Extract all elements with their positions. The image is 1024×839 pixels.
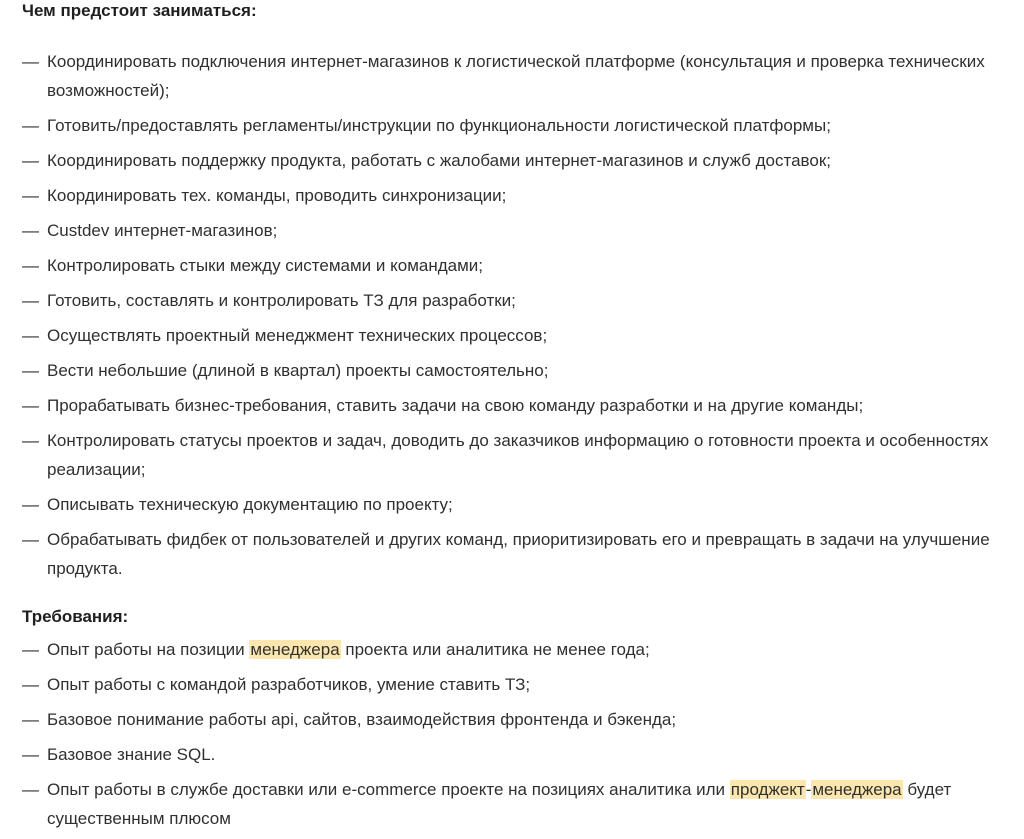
list-item-text: Custdev интернет-магазинов;	[47, 221, 278, 240]
list-item	[22, 705, 1022, 734]
list-dash: —	[22, 710, 39, 729]
list-item	[22, 670, 1022, 699]
list-item-text: Готовить/предоставлять регламенты/инструкции по функциональности логистической платформы;	[47, 116, 831, 135]
list-item-text: Базовое понимание работы api, сайтов, взаимодействия фронтенда и бэкенда;	[47, 710, 677, 729]
duties-list	[22, 47, 1022, 583]
search-highlight: менеджера	[812, 780, 902, 799]
list-item-text: Прорабатывать бизнес-требования, ставить задачи на свою команду разработки и на другие команды;	[47, 396, 864, 415]
list-item	[22, 321, 1022, 350]
list-dash: —	[22, 151, 39, 170]
list-dash: —	[22, 116, 39, 135]
list-item-text: Опыт работы на позиции	[47, 640, 250, 659]
list-item	[22, 111, 1022, 140]
list-item-text: проекта или аналитика не менее года;	[340, 640, 650, 659]
list-item-text: будет существенным плюсом	[47, 780, 952, 828]
requirements-heading: Требования:	[22, 607, 129, 626]
list-dash: —	[22, 530, 39, 549]
list-dash: —	[22, 431, 39, 450]
list-item-text: Координировать подключения интернет-магазинов к логистической платформе (консультация и проверка технических возможностей);	[47, 52, 985, 100]
search-highlight: проджект	[730, 780, 805, 799]
list-item-text: Обрабатывать фидбек от пользователей и других команд, приоритизировать его и превращать в задачи на улучшение продукта.	[47, 530, 990, 578]
list-item	[22, 775, 1022, 833]
list-item-text: Осуществлять проектный менеджмент технических процессов;	[47, 326, 548, 345]
list-item	[22, 391, 1022, 420]
duties-heading: Чем предстоит заниматься:	[22, 1, 257, 20]
list-dash: —	[22, 640, 39, 659]
list-item	[22, 740, 1022, 769]
list-dash: —	[22, 52, 39, 71]
list-item	[22, 356, 1022, 385]
list-dash: —	[22, 361, 39, 380]
list-dash: —	[22, 396, 39, 415]
list-dash: —	[22, 326, 39, 345]
list-item	[22, 181, 1022, 210]
list-dash: —	[22, 780, 39, 799]
job-description	[22, 0, 1022, 839]
hyphen-text: -	[805, 780, 812, 799]
list-dash: —	[22, 495, 39, 514]
list-item	[22, 525, 1022, 583]
list-item	[22, 426, 1022, 484]
list-item-text: Вести небольшие (длиной в квартал) проекты самостоятельно;	[47, 361, 549, 380]
list-item-text: Опыт работы в службе доставки или e-commerce проекте на позициях аналитика или	[47, 780, 730, 799]
list-item	[22, 635, 1022, 664]
list-dash: —	[22, 291, 39, 310]
list-item-text: Описывать техническую документацию по проекту;	[47, 495, 453, 514]
list-item	[22, 47, 1022, 105]
list-item-text: Контролировать стыки между системами и командами;	[47, 256, 484, 275]
list-item	[22, 216, 1022, 245]
requirements-list	[22, 635, 1022, 833]
list-item	[22, 286, 1022, 315]
list-item	[22, 490, 1022, 519]
list-dash: —	[22, 186, 39, 205]
list-item-text: Контролировать статусы проектов и задач, доводить до заказчиков информацию о готовности проекта и особенностях реализации;	[47, 431, 989, 479]
list-item-text: Координировать поддержку продукта, работать с жалобами интернет-магазинов и служб доставок;	[47, 151, 831, 170]
search-highlight: менеджера	[250, 640, 340, 659]
list-item-text: Опыт работы с командой разработчиков, умение ставить ТЗ;	[47, 675, 531, 694]
list-item-text: Координировать тех. команды, проводить синхронизации;	[47, 186, 507, 205]
list-item-text: Базовое знание SQL.	[47, 745, 216, 764]
list-item	[22, 146, 1022, 175]
list-item	[22, 251, 1022, 280]
list-dash: —	[22, 745, 39, 764]
list-dash: —	[22, 675, 39, 694]
list-dash: —	[22, 221, 39, 240]
list-item-text: Готовить, составлять и контролировать ТЗ для разработки;	[47, 291, 516, 310]
list-dash: —	[22, 256, 39, 275]
